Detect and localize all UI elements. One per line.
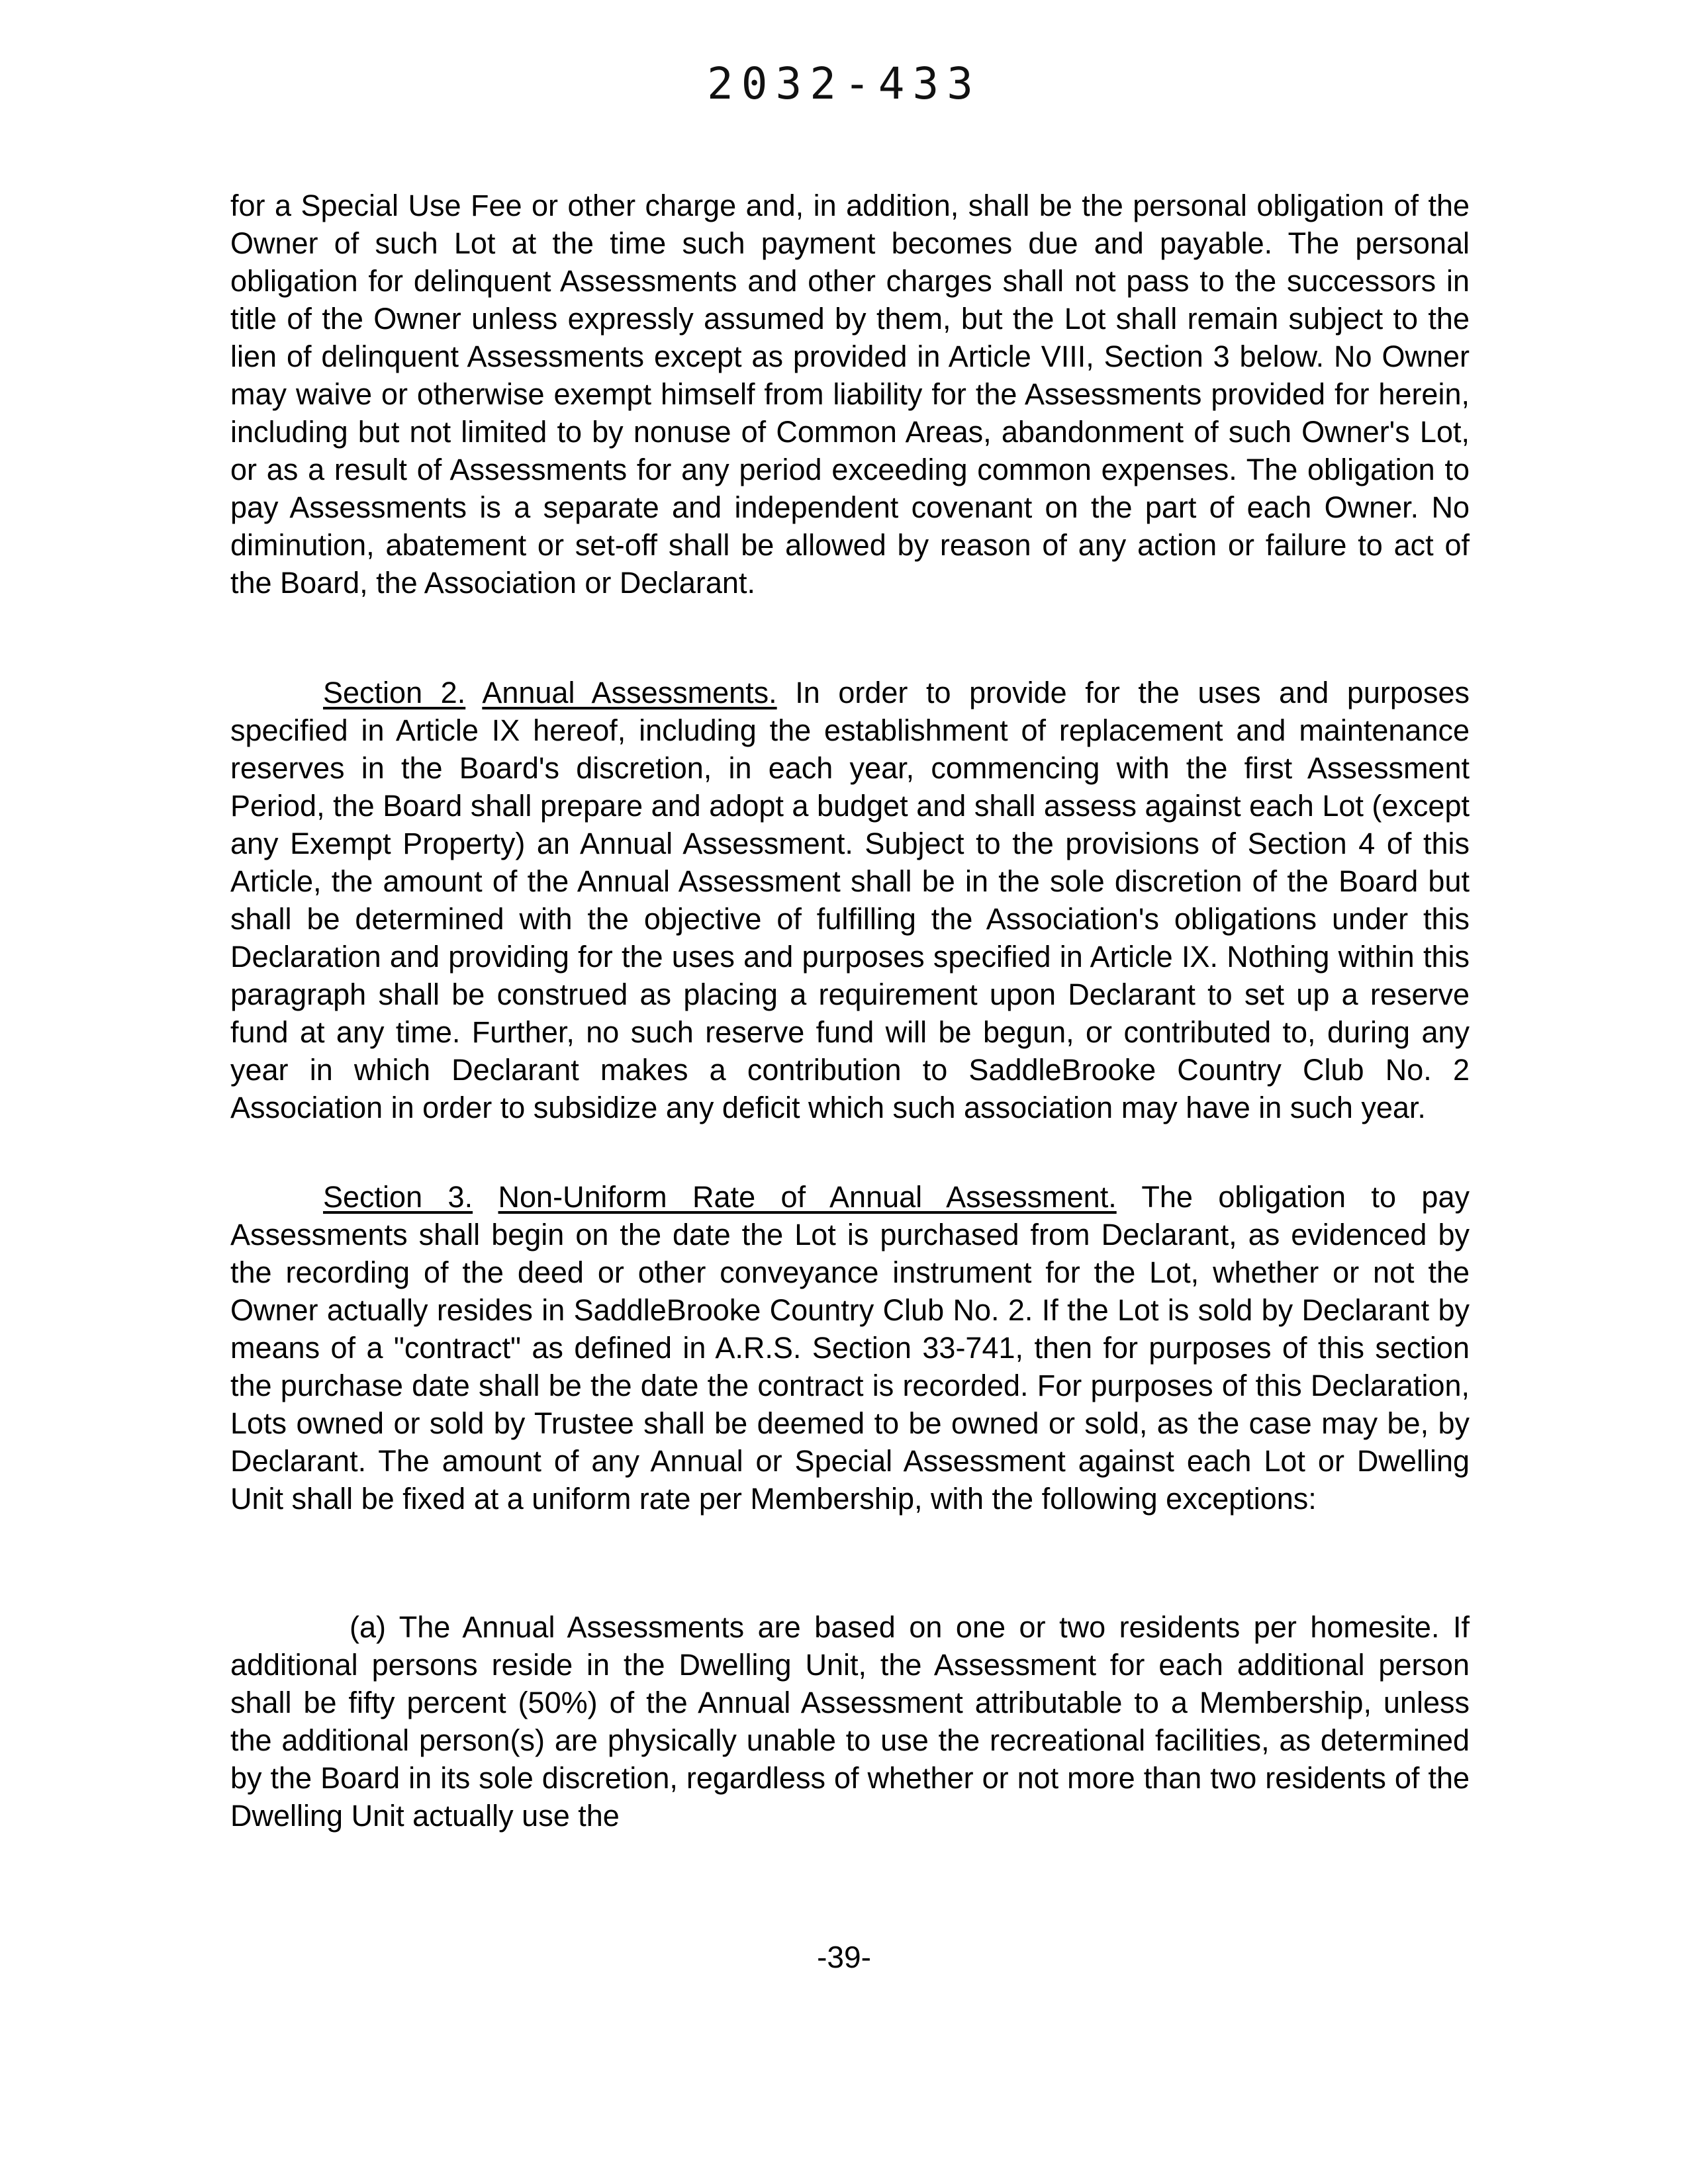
item-a-paragraph xyxy=(230,1608,1470,1835)
item-a-body: (a) The Annual Assessments are based on one or two residents per homesite. If additional persons reside in the Dwelling Unit, the Assessment for each additional person shall be fifty percent (50%) of the Annual Assessment attributable to a Membership, unless the additional person(s) are physically unable to use the recreational facilities, as determined by the Board in its sole discretion, regardless of whether or not more than two residents of the Dwelling Unit actually use the xyxy=(230,1610,1470,1833)
section-3-body: The obligation to pay Assessments shall begin on the date the Lot is purchased from Declarant, as evidenced by the recording of the deed or other conveyance instrument for the Lot, whether or not the Owner actually resides in SaddleBrooke Country Club No. 2. If the Lot is sold by Declarant by means of a "contract" as defined in A.R.S. Section 33-741, then for purposes of this section the purchase date shall be the date the contract is recorded. For purposes of this Declaration, Lots owned or sold by Trustee shall be deemed to be owned or sold, as the case may be, by Declarant. The amount of any Annual or Special Assessment against each Lot or Dwelling Unit shall be fixed at a uniform rate per Membership, with the following exceptions: xyxy=(230,1180,1470,1516)
section-2-body: In order to provide for the uses and purposes specified in Article IX hereof, including the establishment of replacement and maintenance reserves in the Board's discretion, in each year, commencing with the first Assessment Period, the Board shall prepare and adopt a budget and shall assess against each Lot (except any Exempt Property) an Annual Assessment. Subject to the provisions of Section 4 of this Article, the amount of the Annual Assessment shall be in the sole discretion of the Board but shall be determined with the objective of fulfilling the Association's obligations under this Declaration and providing for the uses and purposes specified in Article IX. Nothing within this paragraph shall be construed as placing a requirement upon Declarant to set up a reserve fund at any time. Further, no such reserve fund will be begun, or contributed to, during any year in which Declarant makes a contribution to SaddleBrooke Country Club No. 2 Association in order to subsidize any deficit which such association may have in such year. xyxy=(230,676,1470,1124)
paragraph-continuation: for a Special Use Fee or other charge and, in addition, shall be the personal obligation of the Owner of such Lot at the time such payment becomes due and payable. The personal obligation for delinquent Assessments and other charges shall not pass to the successors in title of the Owner unless expressly assumed by them, but the Lot shall remain subject to the lien of delinquent Assessments except as provided in Article VIII, Section 3 below. No Owner may waive or otherwise exempt himself from liability for the Assessments provided for herein, including but not limited to by nonuse of Common Areas, abandonment of such Owner's Lot, or as a result of Assessments for any period exceeding common expenses. The obligation to pay Assessments is a separate and independent covenant on the part of each Owner. No diminution, abatement or set-off shall be allowed by reason of any action or failure to act of the Board, the Association or Declarant. xyxy=(230,189,1470,600)
section-3-paragraph xyxy=(230,1178,1470,1518)
section-3-number: Section 3. xyxy=(323,1180,473,1214)
section-2-number: Section 2. xyxy=(323,676,466,709)
section-2-title: Annual Assessments. xyxy=(482,676,777,709)
section-3-title: Non-Uniform Rate of Annual Assessment. xyxy=(498,1180,1117,1214)
page-number: -39- xyxy=(817,1940,871,1974)
document-number: 2032-433 xyxy=(707,58,981,109)
section-2-paragraph xyxy=(230,674,1470,1126)
